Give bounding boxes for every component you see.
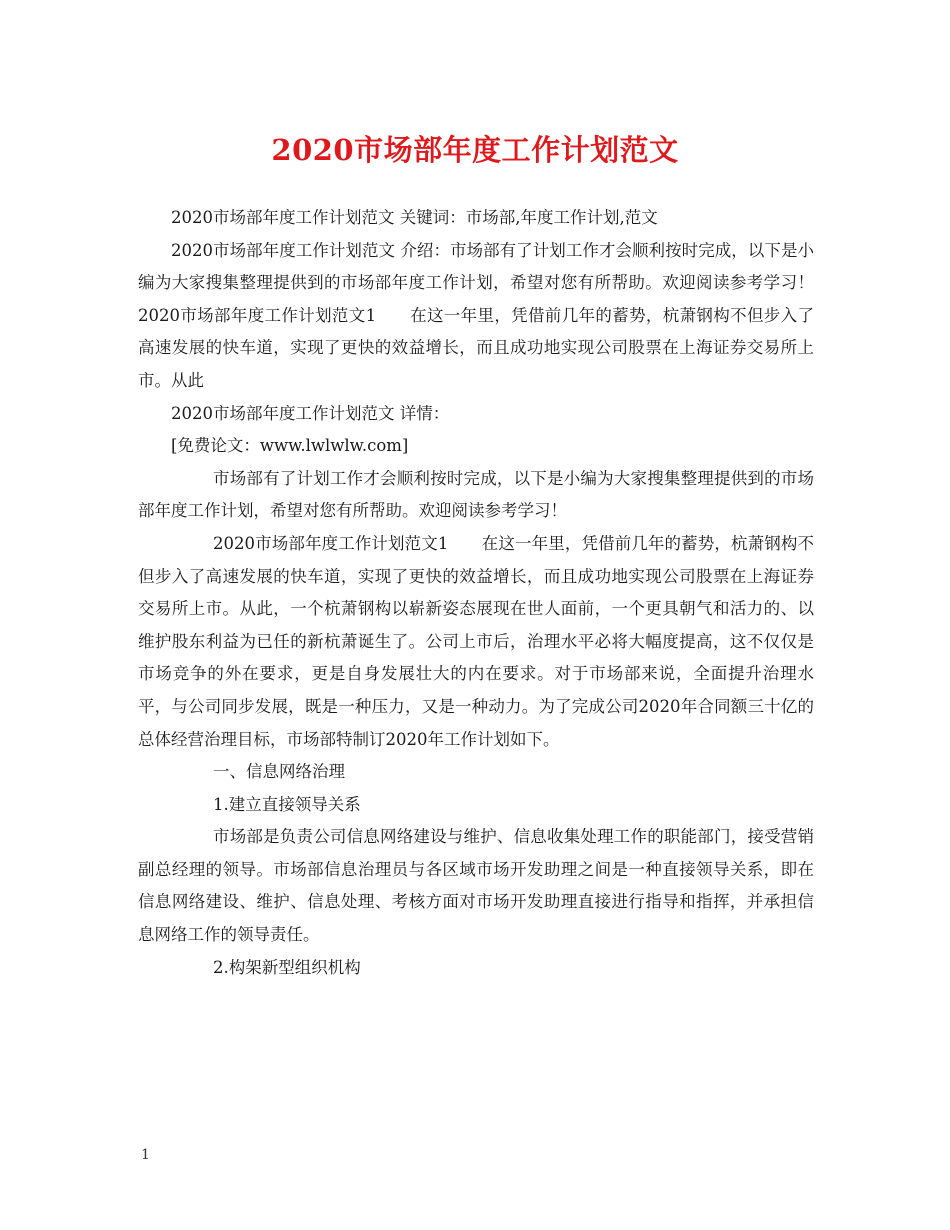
subsection-heading: 1.建立直接领导关系 xyxy=(213,794,361,814)
body-paragraph: 市场部有了计划工作才会顺利按时完成，以下是小编为大家搜集整理提供到的市场部年度工作计划，希望对您有所帮助。欢迎阅读参考学习！ xyxy=(138,468,814,521)
details-heading: 2020市场部年度工作计划范文 详情： xyxy=(171,403,450,423)
page-number: 1 xyxy=(141,1147,150,1163)
section-heading: 一、信息网络治理 xyxy=(213,762,345,782)
subsection-heading: 2.构架新型组织机构 xyxy=(213,957,361,977)
intro-paragraph: 2020市场部年度工作计划范文 介绍：市场部有了计划工作才会顺利按时完成，以下是小编为大家搜集整理提供到的市场部年度工作计划，希望对您有所帮助。欢迎阅读参考学习！ 2020市场部年度工作计划范文1 在这一年里，凭借前几年的蓄势，杭萧钢构不但步入了高速发展的快车道，实现了更快的效益增长，而且成功地实现公司股票在上海证券交易所上市。从此 xyxy=(138,240,847,390)
source-link-text: [免费论文：www.lwlwlw.com] xyxy=(171,436,409,456)
body-paragraph: 2020市场部年度工作计划范文1 在这一年里，凭借前几年的蓄势，杭萧钢构不但步入了高速发展的快车道，实现了更快的效益增长，而且成功地实现公司股票在上海证券交易所上市。从此，一个杭萧钢构以崭新姿态展现在世人面前，一个更具朝气和活力的、以维护股东利益为已任的新杭萧诞生了。公司上市后，治理水平必将大幅度提高，这不仅仅是市场竞争的外在要求，更是自身发展壮大的内在要求。对于市场部来说，全面提升治理水平，与公司同步发展，既是一种压力，又是一种动力。为了完成公司2020年合同额三十亿的总体经营治理目标，市场部特制订2020年工作计划如下。 xyxy=(138,533,814,749)
document-title: 2020市场部年度工作计划范文 xyxy=(271,133,679,167)
keywords-paragraph: 2020市场部年度工作计划范文 关键词：市场部,年度工作计划,范文 xyxy=(171,208,658,227)
body-paragraph: 市场部是负责公司信息网络建设与维护、信息收集处理工作的职能部门，接受营销副总经理的领导。市场部信息治理员与各区域市场开发助理之间是一种直接领导关系，即在信息网络建设、维护、信息处理、考核方面对市场开发助理直接进行指导和指挥，并承担信息网络工作的领导责任。 xyxy=(138,827,814,945)
document-body xyxy=(138,202,847,984)
